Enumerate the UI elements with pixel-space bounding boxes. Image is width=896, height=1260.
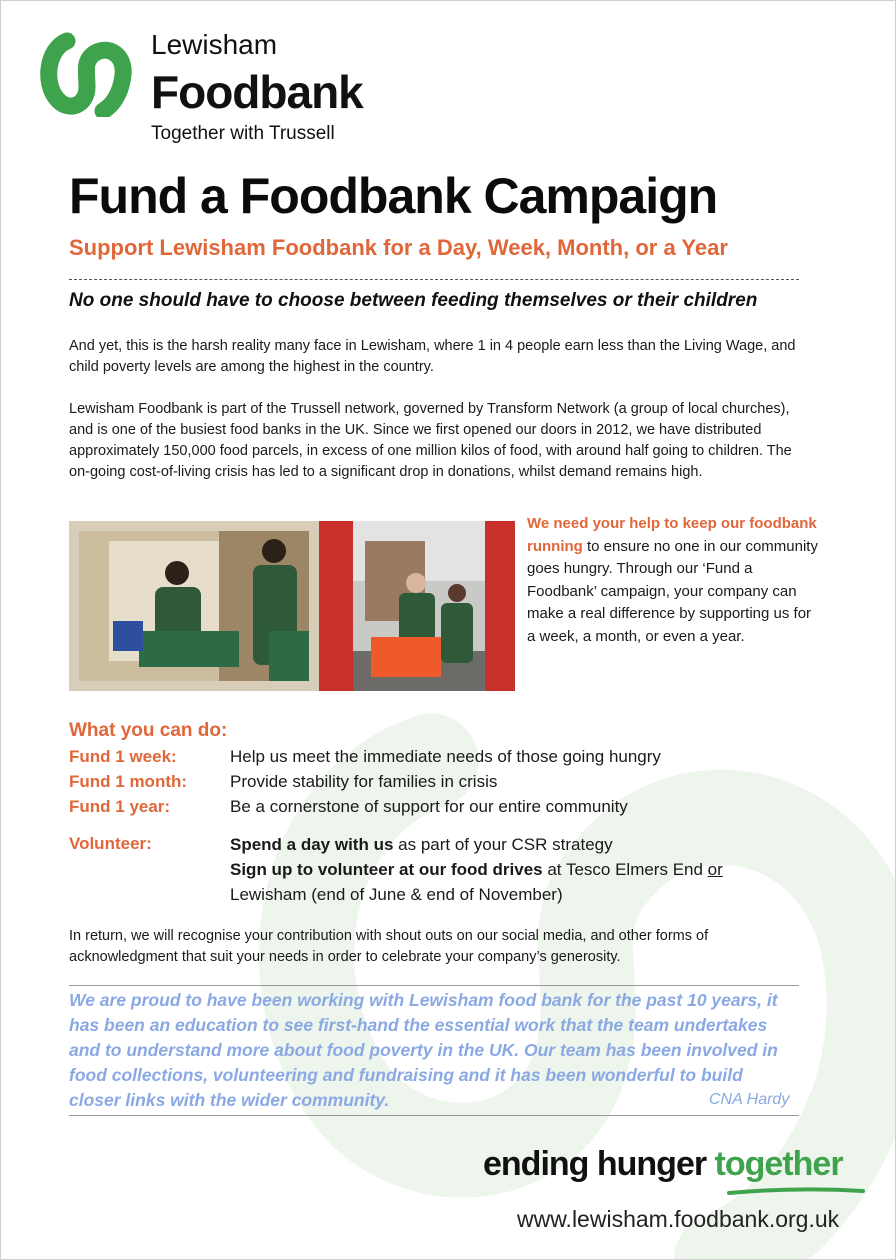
quote-divider-bottom [69,1115,799,1116]
help-highlight: We need your help to keep our foodbank running [527,515,817,555]
page-subtitle: Support Lewisham Foodbank for a Day, Week, Month, or a Year [69,235,728,260]
slogan-underline-icon [727,1185,865,1197]
logo-text-trussell: Together with Trussell [151,123,335,144]
slogan [483,1145,843,1184]
testimonial-attribution: CNA Hardy [709,1091,790,1108]
return-paragraph: In return, we will recognise your contribution with shout outs on our social media, and other forms of acknowledgment that suit your needs in order to celebrate your company’s generosity. [69,928,709,965]
volunteer-label: Volunteer: [69,834,152,853]
slogan-part-1: ending hunger [483,1145,715,1183]
help-text: to ensure no one in our community goes hungry. Through our ‘Fund a Foodbank’ campaign, your company can make a real difference by supporting us for a week, a month, or even a year. [527,537,818,645]
volunteer-csr-bold: Spend a day with us [230,835,394,854]
dashed-divider [69,279,799,280]
tagline: No one should have to choose between feeding themselves or their children [69,290,758,311]
volunteer-drive-text: at Tesco Elmers End [542,860,708,879]
logo-text-foodbank: Foodbank [151,66,363,118]
foodbank-logo-icon [37,31,135,117]
volunteer-line-3: Lewisham (end of June & end of November) [230,885,563,904]
help-callout [527,513,819,649]
logo-text-lewisham: Lewisham [151,29,278,60]
volunteer-line-1 [230,834,613,856]
website-url: www.lewisham.foodbank.org.uk [517,1206,840,1232]
offer-label: Fund 1 week: [69,747,177,766]
what-you-can-do-heading: What you can do: [69,720,228,741]
offer-label: Fund 1 year: [69,797,171,816]
quote-divider-top [69,985,799,986]
intro-paragraph: And yet, this is the harsh reality many face in Lewisham, where 1 in 4 people earn less than the Living Wage, and child poverty levels are among the highest in the country. [69,338,796,375]
volunteer-line-2 [230,859,723,881]
volunteer-drive-bold: Sign up to volunteer at our food drives [230,860,543,879]
slogan-part-2: together [714,1145,843,1183]
volunteer-or: or [707,860,723,879]
page-title: Fund a Foodbank Campaign [69,168,718,224]
volunteer-csr-text: as part of your CSR strategy [393,835,613,854]
testimonial-quote: We are proud to have been working with Lewisham food bank for the past 10 years, it has been an education to see first-hand the essential work that the team undertakes and to understand more about food poverty in the UK. Our team has been involved in food collections, volunteering and fundraising and it has been wonderful to build closer links with the wider community. [69,990,778,1110]
offer-text: Provide stability for families in crisis [230,772,498,791]
offer-text: Help us meet the immediate needs of those going hungry [230,747,661,766]
offer-text: Be a cornerstone of support for our entire community [230,797,628,816]
about-paragraph: Lewisham Foodbank is part of the Trussell network, governed by Transform Network (a group of local churches), and is one of the busiest food banks in the UK. Since we first opened our doors in 2012, we have distributed approximately 150,000 food parcels, in excess of one million kilos of food, with around half going to children. The on-going cost-of-living crisis has led to a significant drop in donations, whilst demand remains high. [69,401,792,480]
offer-label: Fund 1 month: [69,772,188,791]
volunteers-photo [69,521,515,691]
